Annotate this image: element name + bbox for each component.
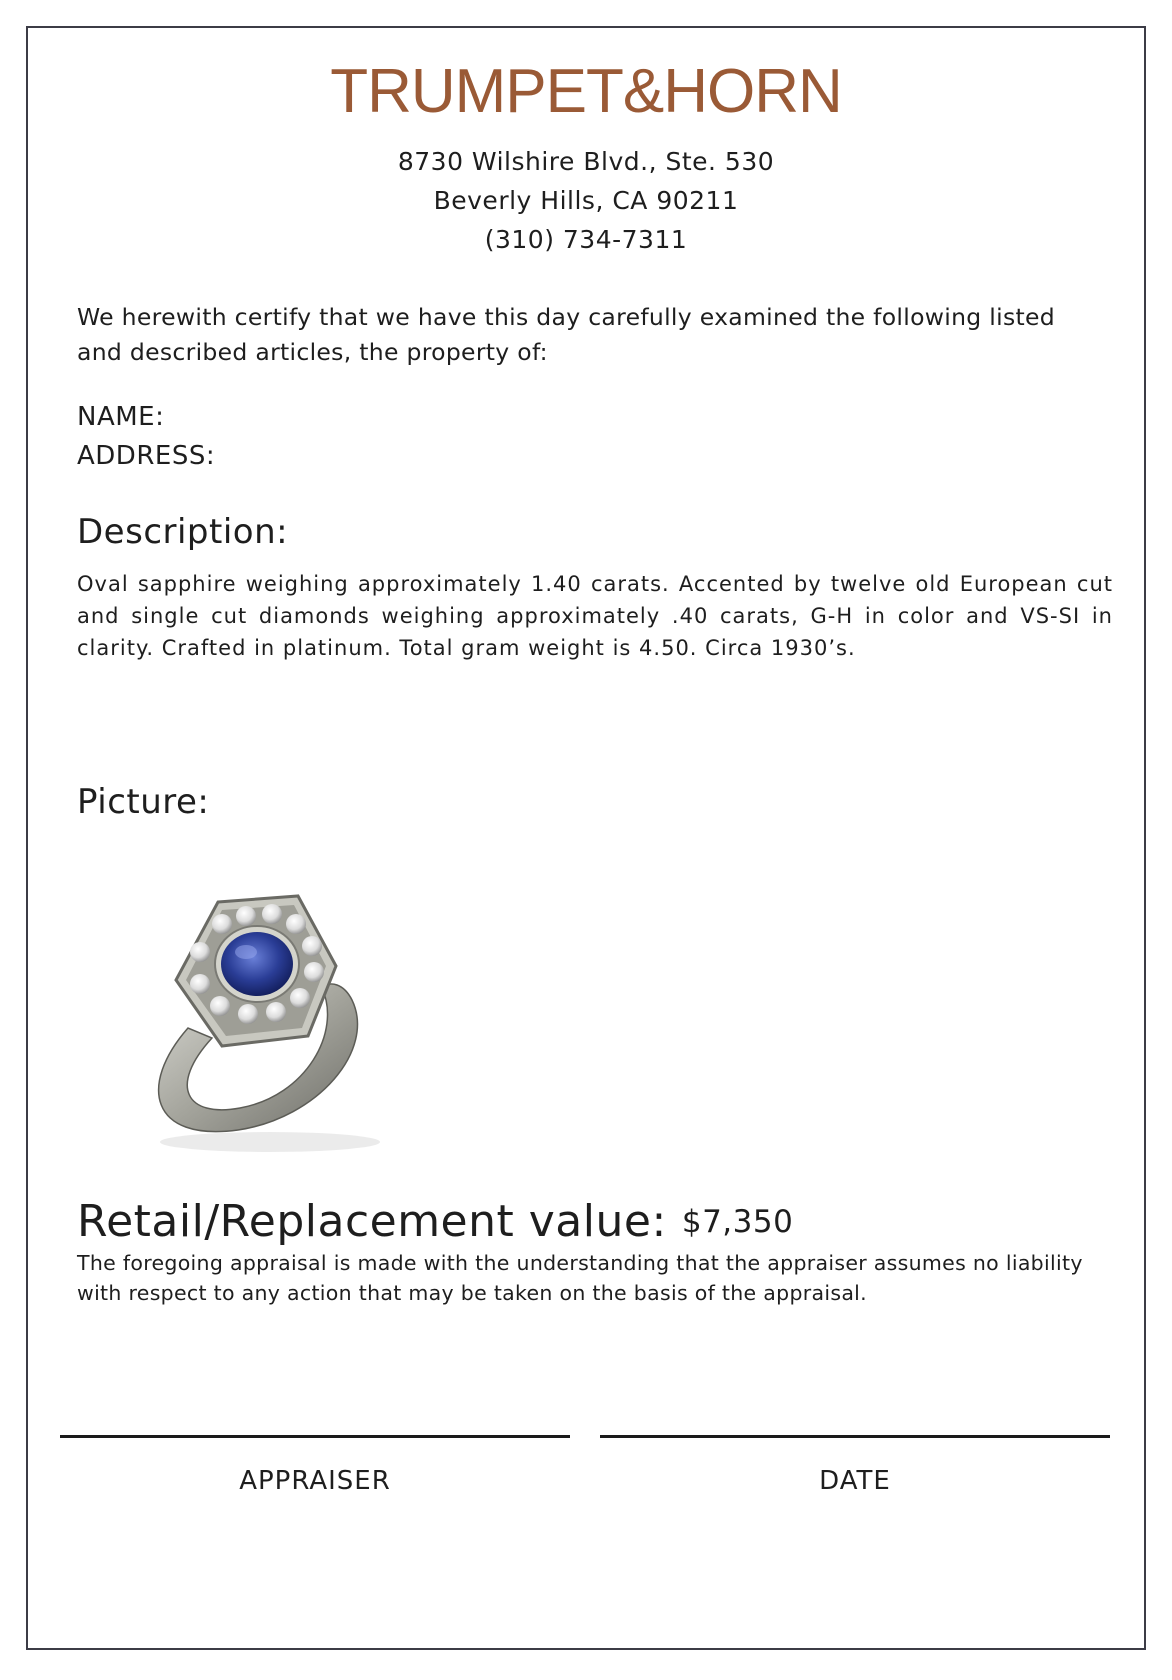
address-line-2: Beverly Hills, CA 90211 (433, 186, 739, 215)
store-address (0, 142, 1172, 259)
description-text: Oval sapphire weighing approximately 1.40 carats. Accented by twelve old European cut and single cut diamonds weighing approximately .40 carats, G-H in color and VS-SI in clarity. Crafted in platinum. Total gram weight is 4.50. Circa 1930’s. (77, 572, 1113, 660)
disclaimer-text: The foregoing appraisal is made with the understanding that the appraiser assumes no liability with respect to any action that may be taken on the basis of the appraisal. (77, 1251, 1083, 1305)
date-signature-line (600, 1435, 1110, 1438)
appraiser-signature-line (60, 1435, 570, 1438)
address-line-1: 8730 Wilshire Blvd., Ste. 530 (397, 147, 775, 176)
appraiser-label: APPRAISER (239, 1466, 391, 1496)
certificate-border (26, 26, 1146, 1650)
value-amount: $7,350 (681, 1204, 794, 1240)
picture-heading: Picture: (77, 782, 210, 822)
value-label: Retail/Replacement value: (77, 1196, 667, 1247)
sapphire-stone (221, 932, 293, 996)
brand-logo: TRUMPET&HORN (330, 57, 842, 126)
owner-name-label: NAME: (77, 402, 165, 432)
phone-number: (310) 734-7311 (484, 225, 688, 254)
ring-photo (130, 880, 400, 1160)
date-label: DATE (819, 1466, 891, 1496)
certification-statement: We herewith certify that we have this day carefully examined the following listed and described articles, the property of: (77, 303, 1055, 366)
ring-shadow (160, 1132, 380, 1152)
value-row (77, 1196, 793, 1247)
description-heading: Description: (77, 512, 289, 552)
owner-address-label: ADDRESS: (77, 441, 216, 471)
